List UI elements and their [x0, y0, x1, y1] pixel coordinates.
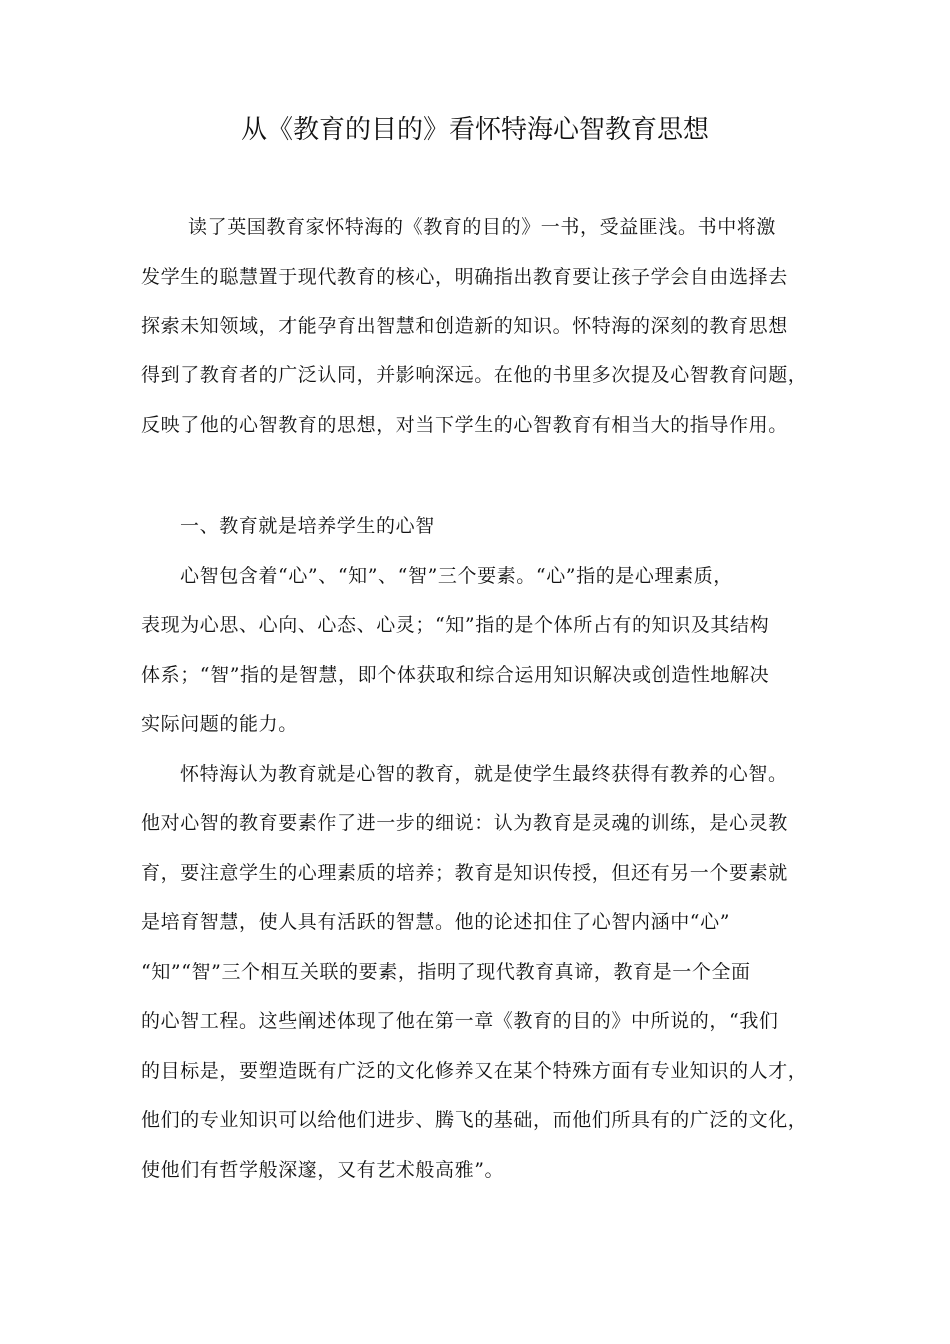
paragraph-line: 育，要注意学生的心理素质的培养；教育是知识传授，但还有另一个要素就	[141, 862, 788, 884]
paragraph-line: 读了英国教育家怀特海的《教育的目的》一书，受益匪浅。书中将激	[188, 216, 777, 238]
document-title: 从《教育的目的》看怀特海心智教育思想	[240, 115, 709, 145]
paragraph-line: 的目标是，要塑造既有广泛的文化修养又在某个特殊方面有专业知识的人才，	[141, 1060, 808, 1082]
paragraph-line: 是培育智慧，使人具有活跃的智慧。他的论述扣住了心智内涵中“心”	[141, 911, 731, 933]
section-heading: 一、教育就是培养学生的心智	[180, 515, 435, 537]
paragraph-line: 他对心智的教育要素作了进一步的细说：认为教育是灵魂的训练，是心灵教	[141, 812, 788, 834]
paragraph-line: 体系；“智”指的是智慧，即个体获取和综合运用知识解决或创造性地解决	[141, 664, 770, 686]
paragraph-line: 心智包含着“心”、“知”、“智”三个要素。“心”指的是心理素质，	[180, 565, 733, 587]
paragraph-line: “知”“智”三个相互关联的要素，指明了现代教育真谛，教育是一个全面	[141, 961, 751, 983]
paragraph-line: 反映了他的心智教育的思想，对当下学生的心智教育有相当大的指导作用。	[141, 414, 788, 436]
paragraph-line: 表现为心思、心向、心态、心灵；“知”指的是个体所占有的知识及其结构	[141, 614, 770, 636]
paragraph-line: 实际问题的能力。	[141, 713, 298, 735]
paragraph-line: 他们的专业知识可以给他们进步、腾飞的基础，而他们所具有的广泛的文化，	[141, 1109, 808, 1131]
paragraph-line: 得到了教育者的广泛认同，并影响深远。在他的书里多次提及心智教育问题，	[141, 364, 808, 386]
paragraph-line: 探索未知领域，才能孕育出智慧和创造新的知识。怀特海的深刻的教育思想	[141, 315, 788, 337]
paragraph-line: 的心智工程。这些阐述体现了他在第一章《教育的目的》中所说的，“我们	[141, 1010, 779, 1032]
paragraph-line: 使他们有哲学般深邃，又有艺术般高雅”。	[141, 1159, 505, 1181]
paragraph-line: 发学生的聪慧置于现代教育的核心，明确指出教育要让孩子学会自由选择去	[141, 266, 788, 288]
paragraph-line: 怀特海认为教育就是心智的教育，就是使学生最终获得有教养的心智。	[180, 763, 788, 785]
